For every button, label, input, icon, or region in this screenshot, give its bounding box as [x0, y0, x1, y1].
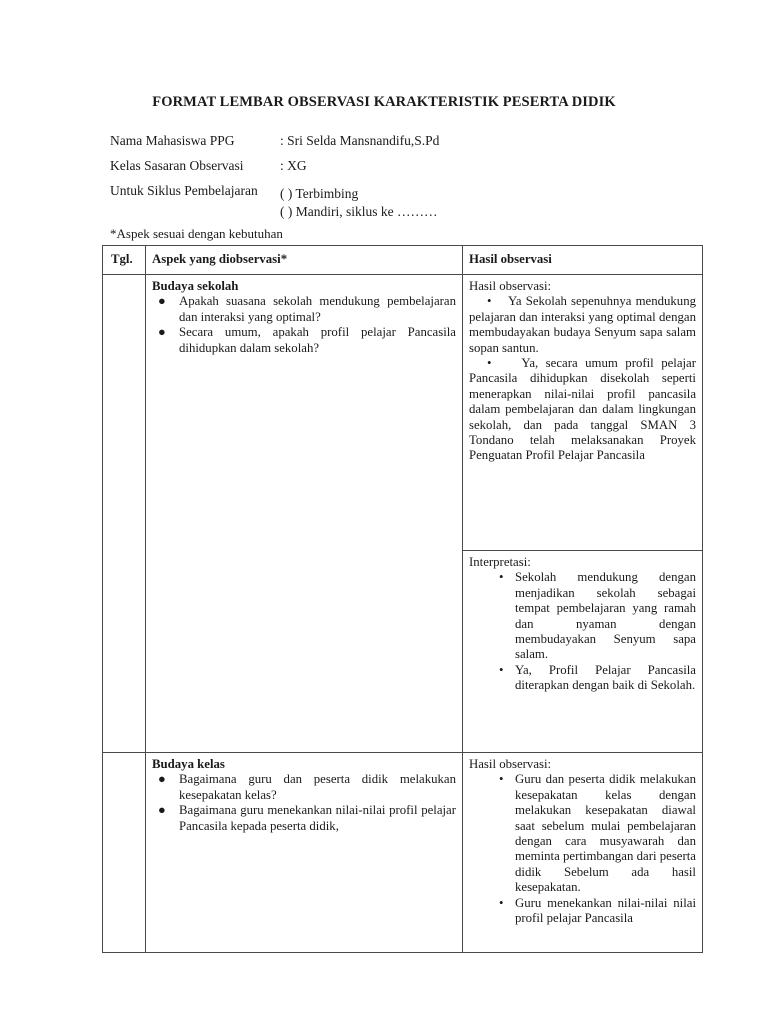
list-item: ● Apakah suasana sekolah mendukung pembelajaran dan interaksi yang optimal? [158, 294, 456, 324]
list-item: • Sekolah mendukung dengan menjadikan sekolah sebagai tempat pembelajaran yang ramah dan nyaman dengan membudayakan Senyum sapa salam. [499, 570, 696, 662]
list-item: • Ya Sekolah sepenuhnya mendukung pelajaran dan interaksi yang optimal dengan membudayakan budaya Senyum sapa salam sopan santun. [469, 294, 696, 355]
bullet-icon: ● [158, 803, 166, 818]
interpretasi-cell [463, 551, 703, 753]
field-label-siklus: Untuk Siklus Pembelajaran [110, 183, 258, 198]
aspek-title: Budaya sekolah [152, 279, 239, 293]
list-item: • Guru dan peserta didik melakukan kesepakatan kelas dengan melakukan kesepakatan diawal saat sebelum mulai pembelajaran dengan cara musyawarah dan meminta pertimbangan dari peserta didik Sebelum ada hasil kesepakatan. [499, 772, 696, 895]
tgl-cell [103, 275, 146, 753]
bullet-icon: • [499, 570, 504, 585]
hasil-label: Hasil observasi: [469, 757, 552, 771]
interpretasi-label: Interpretasi: [469, 555, 531, 569]
bullet-icon: • [499, 662, 504, 677]
list-item: • Guru menekankan nilai-nilai nilai profil pelajar Pancasila [499, 895, 696, 926]
tgl-cell [103, 753, 146, 953]
header-tgl: Tgl. [103, 246, 146, 275]
list-item: ● Secara umum, apakah profil pelajar Pancasila dihidupkan dalam sekolah? [158, 325, 456, 355]
bullet-icon: ● [158, 772, 166, 787]
aspek-cell [146, 753, 463, 953]
aspek-list [152, 294, 456, 356]
aspek-title: Budaya kelas [152, 757, 225, 771]
siklus-option-terbimbing: ( ) Terbimbing [280, 186, 359, 201]
field-label-kelas: Kelas Sasaran Observasi [110, 158, 244, 173]
table-header-row [103, 246, 703, 275]
table-row [103, 275, 703, 551]
hasil-cell [463, 753, 703, 953]
bullet-icon: ● [158, 294, 166, 309]
bullet-icon: • [499, 895, 504, 910]
list-item: • Ya, secara umum profil pelajar Pancasila dihidupkan disekolah seperti menerapkan nilai-nilai profil pancasila dalam pembelajaran dan dalam lingkungan sekolah, dan pada tanggal SMAN 3 Tondano telah melaksanakan Proyek Penguatan Profil Pelajar Pancasila [469, 356, 697, 463]
hasil-list [469, 772, 696, 926]
siklus-option-mandiri: ( ) Mandiri, siklus ke ……… [280, 204, 438, 219]
observation-table [102, 245, 703, 953]
document-title: FORMAT LEMBAR OBSERVASI KARAKTERISTIK PESERTA DIDIK [152, 94, 616, 110]
interpretasi-list [469, 570, 696, 693]
aspek-cell [146, 275, 463, 753]
header-hasil: Hasil observasi [463, 246, 703, 275]
aspek-list [152, 772, 456, 834]
hasil-label: Hasil observasi: [469, 279, 552, 293]
list-item: ● Bagaimana guru dan peserta didik melakukan kesepakatan kelas? [158, 772, 456, 802]
table-row [103, 753, 703, 953]
header-aspek: Aspek yang diobservasi* [146, 246, 463, 275]
list-item: ● Bagaimana guru menekankan nilai-nilai profil pelajar Pancasila kepada peserta didik, [158, 803, 456, 833]
bullet-icon: • [487, 356, 492, 371]
field-value-kelas: : XG [280, 158, 307, 173]
hasil-cell [463, 275, 703, 551]
bullet-icon: • [499, 772, 504, 787]
field-value-nama: : Sri Selda Mansnandifu,S.Pd [280, 133, 440, 148]
list-item: • Ya, Profil Pelajar Pancasila diterapkan dengan baik di Sekolah. [499, 662, 696, 693]
bullet-icon: ● [158, 325, 166, 340]
hasil-list [469, 294, 696, 463]
aspek-note: *Aspek sesuai dengan kebutuhan [110, 226, 283, 241]
field-label-nama: Nama Mahasiswa PPG [110, 133, 235, 148]
bullet-icon: • [487, 294, 492, 309]
